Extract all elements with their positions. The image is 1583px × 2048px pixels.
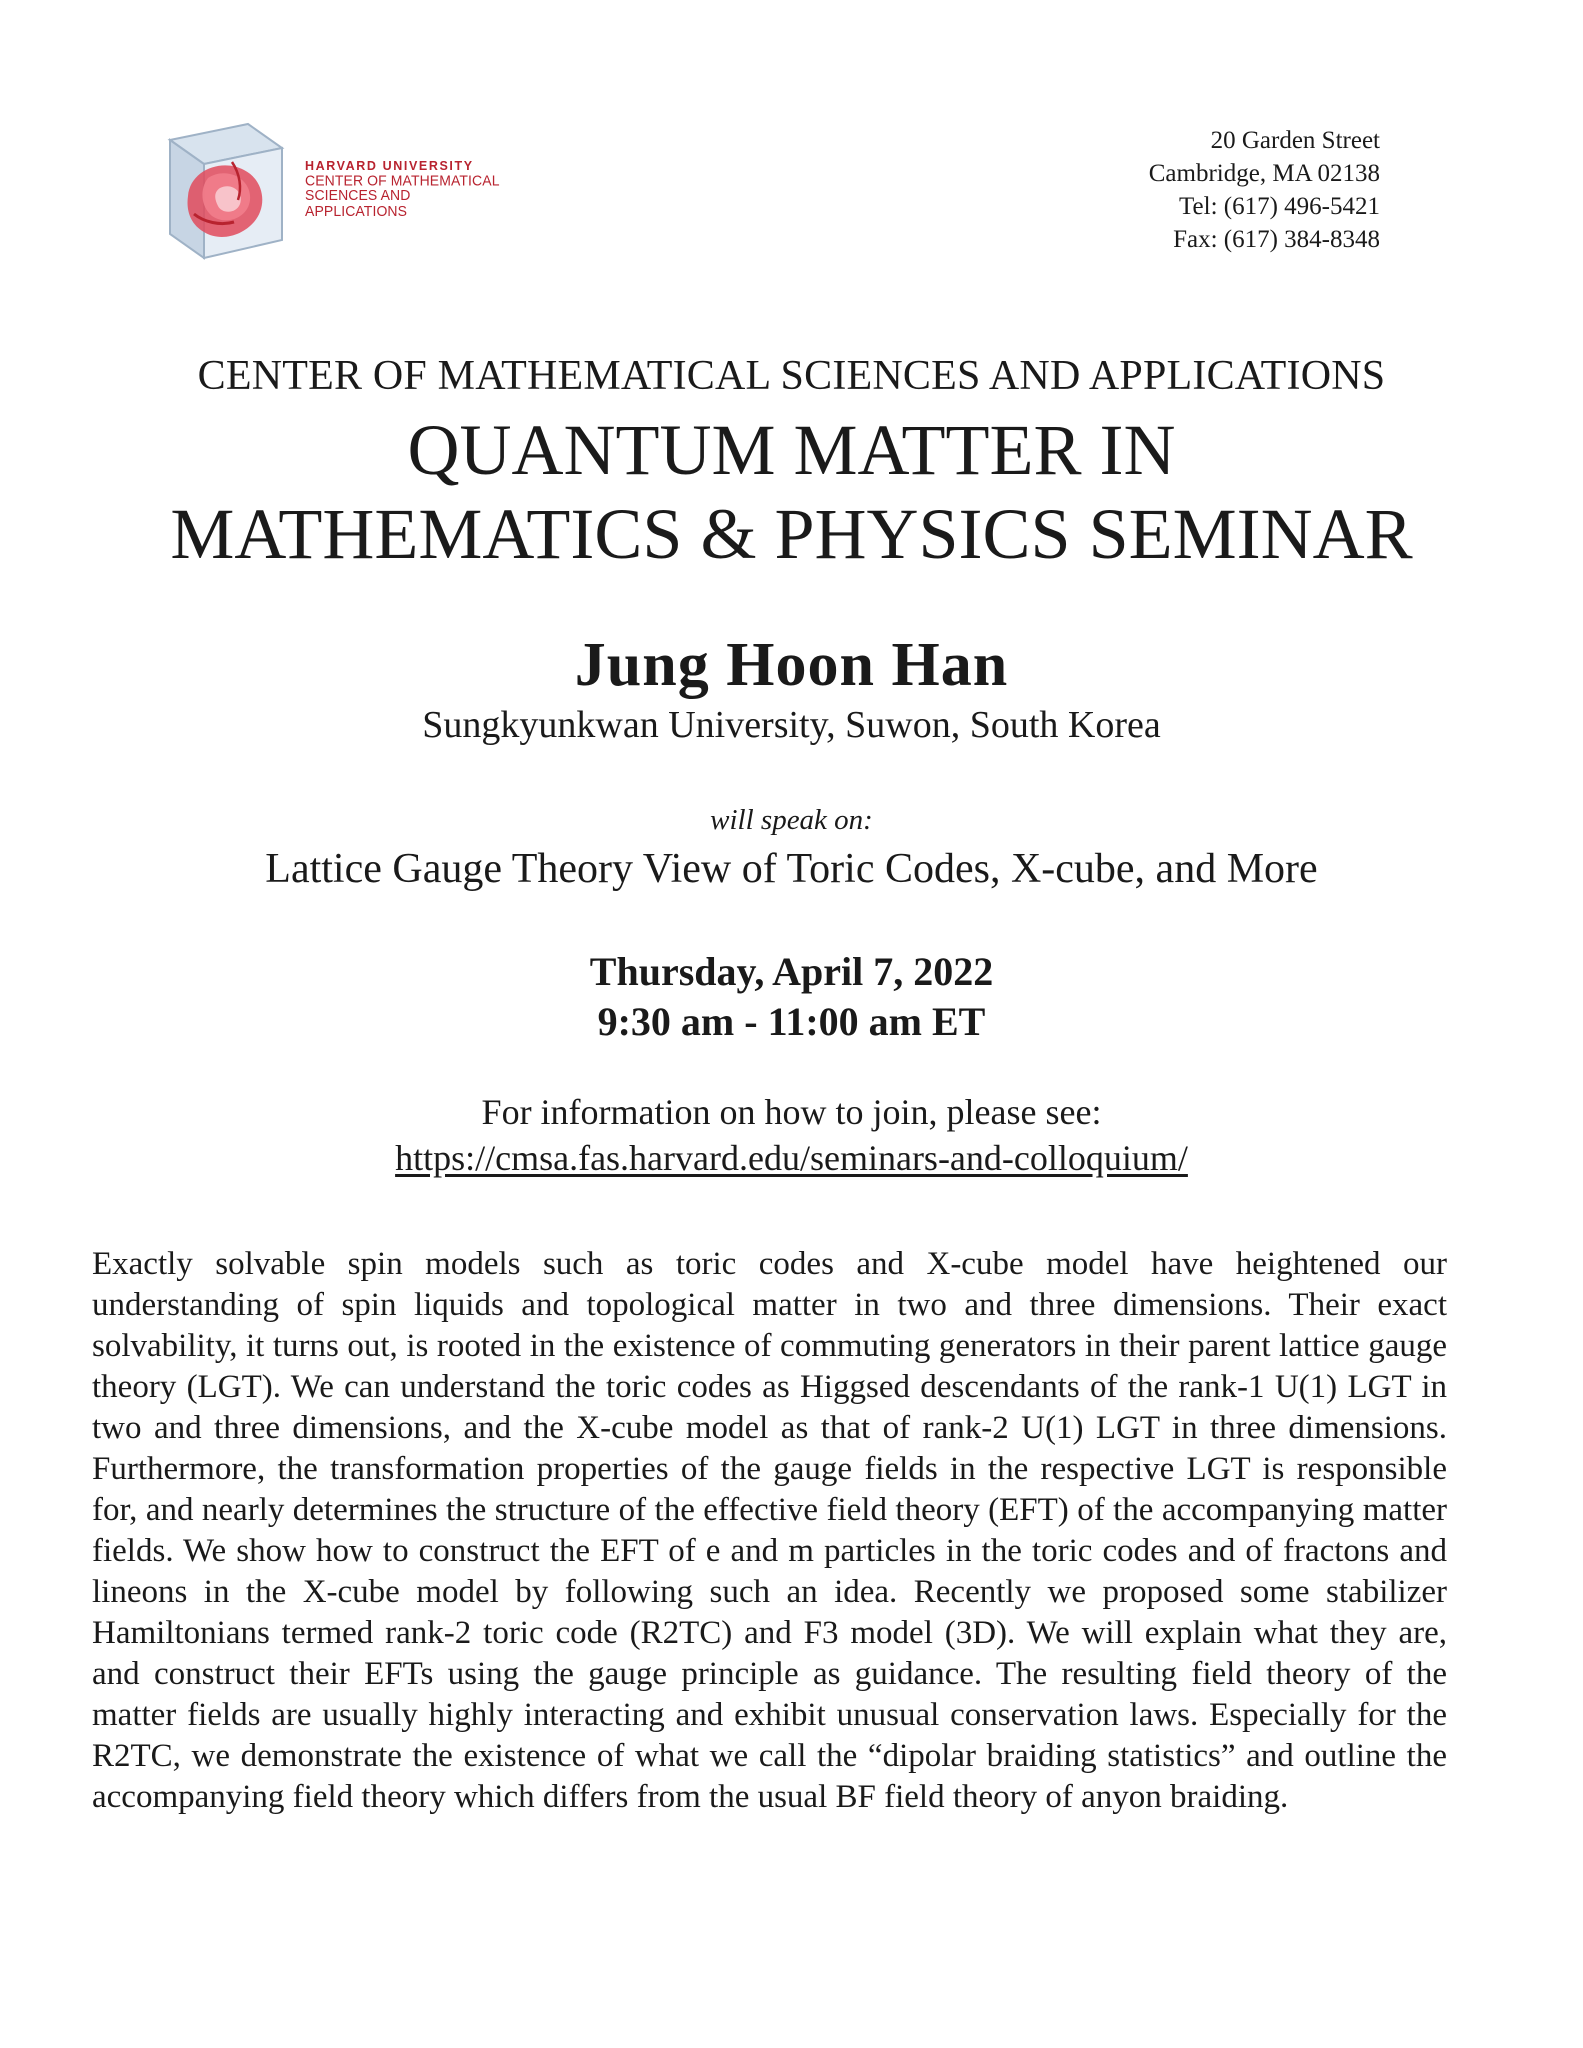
address-city: Cambridge, MA 02138: [1148, 160, 1380, 187]
logo-text: [305, 160, 500, 217]
logo-center: CENTER OF MATHEMATICAL: [305, 171, 500, 189]
speaker-name: Jung Hoon Han: [574, 631, 1009, 699]
join-info-link-row: [0, 1136, 1583, 1180]
seminar-title-line1: QUANTUM MATTER IN: [407, 410, 1176, 490]
seminar-title-line2: MATHEMATICS & PHYSICS SEMINAR: [170, 494, 1413, 574]
speaker-affiliation: Sungkyunkwan University, Suwon, South Korea: [422, 704, 1161, 746]
cube-logo-icon: [160, 118, 290, 263]
address-fax: Fax: (617) 384-8348: [1173, 226, 1380, 253]
address-tel: Tel: (617) 496-5421: [1179, 193, 1380, 220]
address-street: 20 Garden Street: [1210, 127, 1380, 154]
talk-intro: will speak on:: [710, 804, 873, 836]
talk-time: 9:30 am - 11:00 am ET: [597, 999, 986, 1044]
join-info-text: For information on how to join, please see:: [481, 1092, 1102, 1132]
talk-date: Thursday, April 7, 2022: [589, 949, 994, 994]
address-block: [1149, 124, 1380, 256]
logo-university: HARVARD UNIVERSITY: [305, 159, 474, 173]
seminar-title: [0, 408, 1583, 576]
talk-title: Lattice Gauge Theory View of Toric Codes, X-cube, and More: [265, 846, 1318, 892]
cmsa-logo: [160, 118, 500, 263]
abstract-text: Exactly solvable spin models such as toric codes and X-cube model have heightened our understanding of spin liquids and topological matter in two and three dimensions. Their exact solvability, it turns out, is rooted in the existence of commuting generators in their parent lattice gauge theory (LGT). We can understand the toric codes as Higgsed descendants of the rank-1 U(1) LGT in two and three dimensions, and the X-cube model as that of rank-2 U(1) LGT in three dimensions. Furthermore, the transformation properties of the gauge fields in the respective LGT is responsible for, and nearly determines the structure of the effective field theory (EFT) of the accompanying matter fields. We show how to construct the EFT of e and m particles in the toric codes and of fractons and lineons in the X-cube model by following such an idea. Recently we proposed some stabilizer Hamiltonians termed rank-2 toric code (R2TC) and F3 model (3D). We will explain what they are, and construct their EFTs using the gauge principle as guidance. The resulting field theory of the matter fields are usually highly interacting and exhibit unusual conservation laws. Especially for the R2TC, we demonstrate the existence of what we call the “dipolar braiding statistics” and outline the accompanying field theory which differs from the usual BF field theory of anyon braiding.: [92, 1246, 1447, 1815]
join-info-link[interactable]: https://cmsa.fas.harvard.edu/seminars-and-colloquium/: [395, 1138, 1188, 1178]
logo-sciences: SCIENCES AND APPLICATIONS: [305, 185, 411, 219]
org-name: CENTER OF MATHEMATICAL SCIENCES AND APPLICATIONS: [197, 353, 1386, 399]
